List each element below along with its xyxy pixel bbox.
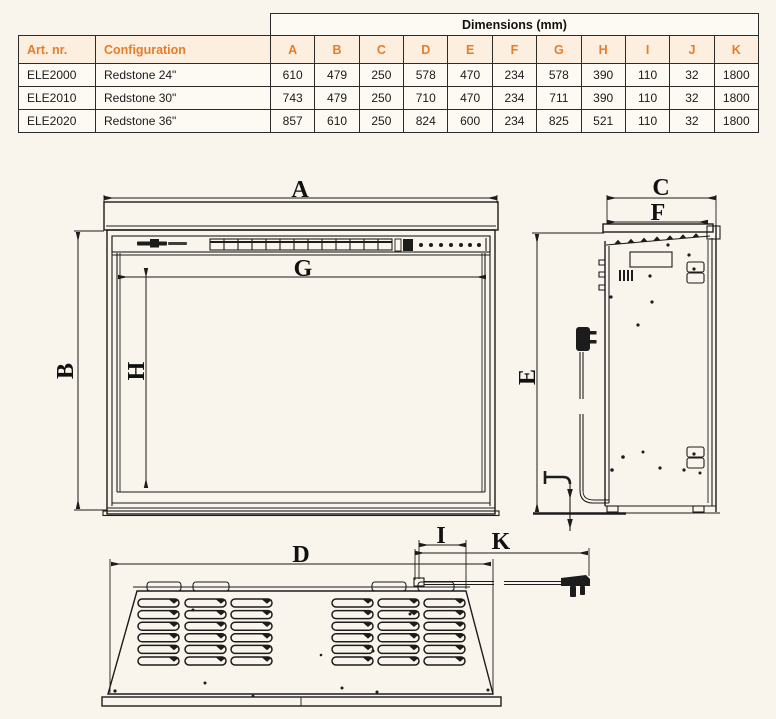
- value-cell: 1800: [714, 87, 758, 110]
- col-header-e: E: [448, 36, 492, 64]
- value-cell: 743: [271, 87, 315, 110]
- mounting-bracket-top: [687, 262, 704, 283]
- dim-label-d: D: [292, 542, 310, 568]
- power-plug-side: [576, 327, 609, 503]
- col-header-g: G: [537, 36, 581, 64]
- front-control-strip: [112, 236, 490, 255]
- col-header-d: D: [404, 36, 448, 64]
- value-cell: 250: [359, 64, 403, 87]
- base-plate: [102, 697, 501, 706]
- control-buttons: [395, 238, 486, 251]
- dim-label-k: K: [491, 529, 511, 555]
- col-header-b: B: [315, 36, 359, 64]
- side-body: [533, 224, 720, 514]
- mounting-bracket-bottom: [687, 447, 704, 468]
- dimensions-header: Dimensions (mm): [271, 14, 759, 36]
- top-body: [102, 582, 501, 706]
- value-cell: 234: [492, 64, 536, 87]
- cord-exit-detail: [545, 471, 573, 531]
- dim-label-f: F: [650, 200, 666, 226]
- rating-label-plate: [630, 252, 672, 267]
- col-header-a: A: [271, 36, 315, 64]
- dim-label-c: C: [652, 175, 670, 201]
- value-cell: 578: [537, 64, 581, 87]
- dim-label-e: E: [515, 368, 541, 386]
- power-plug-top: [561, 575, 590, 586]
- col-header-h: H: [581, 36, 625, 64]
- value-cell: 711: [537, 87, 581, 110]
- configuration-cell: Redstone 36": [96, 110, 271, 133]
- vent-grille: [210, 239, 392, 250]
- value-cell: 110: [625, 87, 669, 110]
- top-dimensions: [110, 523, 589, 693]
- value-cell: 390: [581, 87, 625, 110]
- value-cell: 1800: [714, 64, 758, 87]
- value-cell: 825: [537, 110, 581, 133]
- value-cell: 578: [404, 64, 448, 87]
- art-nr-cell: ELE2010: [19, 87, 96, 110]
- value-cell: 470: [448, 87, 492, 110]
- value-cell: 32: [670, 110, 714, 133]
- col-header-configuration: Configuration: [96, 36, 271, 64]
- value-cell: 110: [625, 110, 669, 133]
- col-header-j: J: [670, 36, 714, 64]
- value-cell: 390: [581, 64, 625, 87]
- dim-label-b: B: [53, 362, 79, 380]
- value-cell: 470: [448, 64, 492, 87]
- louver-grid: [138, 599, 465, 665]
- value-cell: 610: [315, 110, 359, 133]
- value-cell: 610: [271, 64, 315, 87]
- value-cell: 710: [404, 87, 448, 110]
- value-cell: 250: [359, 87, 403, 110]
- col-header-i: I: [625, 36, 669, 64]
- value-cell: 600: [448, 110, 492, 133]
- dim-label-h: H: [124, 361, 150, 381]
- col-header-k: K: [714, 36, 758, 64]
- value-cell: 234: [492, 87, 536, 110]
- value-cell: 479: [315, 87, 359, 110]
- col-header-art-nr: Art. nr.: [19, 36, 96, 64]
- value-cell: 110: [625, 64, 669, 87]
- front-top-trim: [104, 202, 498, 230]
- value-cell: 521: [581, 110, 625, 133]
- top-view: [102, 523, 590, 706]
- art-nr-cell: ELE2000: [19, 64, 96, 87]
- side-vent-slots: [620, 270, 632, 281]
- value-cell: 1800: [714, 110, 758, 133]
- value-cell: 32: [670, 64, 714, 87]
- front-view: [53, 177, 499, 516]
- col-header-f: F: [492, 36, 536, 64]
- configuration-cell: Redstone 30": [96, 87, 271, 110]
- value-cell: 824: [404, 110, 448, 133]
- value-cell: 857: [271, 110, 315, 133]
- side-dimensions: [515, 175, 716, 512]
- value-cell: 234: [492, 110, 536, 133]
- dim-label-g: G: [293, 256, 313, 282]
- value-cell: 32: [670, 87, 714, 110]
- power-cord-top: [414, 575, 590, 597]
- configuration-cell: Redstone 24": [96, 64, 271, 87]
- dim-label-i: I: [436, 523, 446, 549]
- brand-logo: [137, 239, 187, 248]
- value-cell: 250: [359, 110, 403, 133]
- dim-label-a: A: [291, 177, 309, 203]
- side-view: [515, 175, 720, 531]
- col-header-c: C: [359, 36, 403, 64]
- art-nr-cell: ELE2020: [19, 110, 96, 133]
- value-cell: 479: [315, 64, 359, 87]
